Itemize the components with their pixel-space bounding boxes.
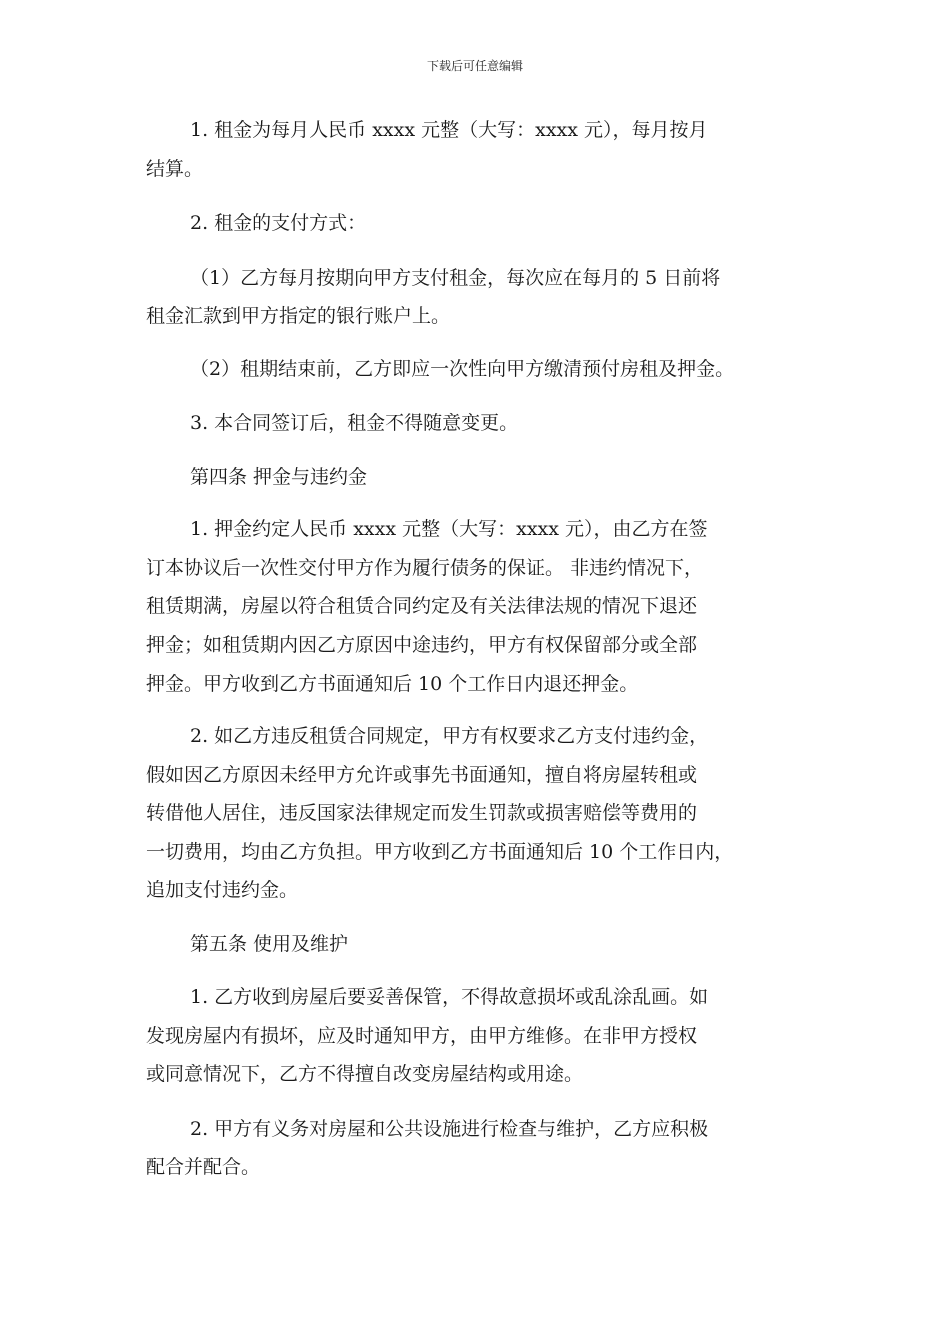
text-line: （1）乙方每月按期向甲方支付租金，每次应在每月的 5 日前将 [190,267,721,289]
text-line: 追加支付违约金。 [146,879,299,901]
text-line: 结算。 [146,158,204,180]
text-line: 1. 乙方收到房屋后要妥善保管，不得故意损坏或乱涂乱画。如 [190,986,709,1008]
text-line: 2. 如乙方违反租赁合同规定，甲方有权要求乙方支付违约金， [190,725,709,747]
text-line: 转借他人居住，违反国家法律规定而发生罚款或损害赔偿等费用的 [146,802,698,824]
text-line: 2. 甲方有义务对房屋和公共设施进行检查与维护，乙方应积极 [190,1118,709,1140]
text-line: 配合并配合。 [146,1156,261,1178]
text-line: 3. 本合同签订后，租金不得随意变更。 [190,412,519,434]
text-line: 或同意情况下，乙方不得擅自改变房屋结构或用途。 [146,1063,584,1085]
text-line: 租赁期满，房屋以符合租赁合同约定及有关法律法规的情况下退还 [146,595,698,617]
text-line: 2. 租金的支付方式： [190,212,367,234]
text-line: 一切费用，均由乙方负担。甲方收到乙方书面通知后 10 个工作日内， [146,841,734,863]
text-line: 假如因乙方原因未经甲方允许或事先书面通知，擅自将房屋转租或 [146,764,698,786]
page-header: 下载后可任意编辑 [426,59,523,73]
text-line: 1. 租金为每月人民币 xxxx 元整（大写：xxxx 元），每月按月 [190,119,708,141]
text-line: 订本协议后一次性交付甲方作为履行债务的保证。 非违约情况下， [146,557,704,579]
section-heading: 第五条 使用及维护 [190,933,349,955]
text-line: （2）租期结束前，乙方即应一次性向甲方缴清预付房租及押金。 [190,358,735,380]
text-line: 租金汇款到甲方指定的银行账户上。 [146,305,451,327]
section-heading: 第四条 押金与违约金 [190,466,368,488]
text-line: 押金。甲方收到乙方书面通知后 10 个工作日内退还押金。 [146,673,639,695]
text-line: 1. 押金约定人民币 xxxx 元整（大写：xxxx 元），由乙方在签 [190,518,708,540]
text-line: 发现房屋内有损坏，应及时通知甲方，由甲方维修。在非甲方授权 [146,1025,698,1047]
text-line: 押金；如租赁期内因乙方原因中途违约，甲方有权保留部分或全部 [146,634,698,656]
